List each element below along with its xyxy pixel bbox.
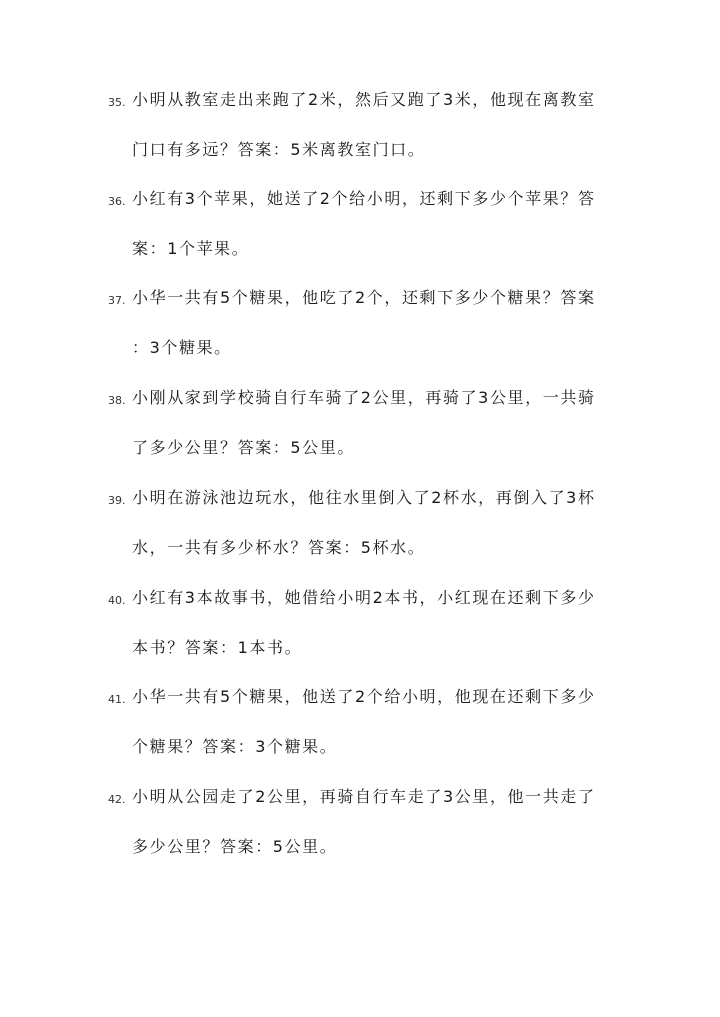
question-text-line-2: 水，一共有多少杯水？答案：5杯水。: [132, 538, 426, 557]
question-text-line-2: 本书？答案：1本书。: [132, 638, 303, 657]
question-text-line-2: 门口有多远？答案：5米离教室门口。: [132, 140, 426, 159]
question-number: 36.: [108, 195, 126, 208]
question-number: 39.: [108, 494, 126, 507]
question-number: 42.: [108, 793, 126, 806]
question-number: 38.: [108, 394, 126, 407]
question-number: 41.: [108, 693, 126, 706]
question-text-line-2: 个糖果？答案：3个糖果。: [132, 737, 338, 756]
question-text-line-1: 小明从教室走出来跑了2米，然后又跑了3米，他现在离教室: [132, 90, 596, 109]
question-text-line-2: 多少公里？答案：5公里。: [132, 837, 338, 856]
question-text-line-2: 了多少公里？答案：5公里。: [132, 438, 355, 457]
question-text-line-1: 小红有3本故事书，她借给小明2本书，小红现在还剩下多少: [132, 588, 596, 607]
question-text-line-1: 小刚从家到学校骑自行车骑了2公里，再骑了3公里，一共骑: [132, 388, 596, 407]
question-number: 40.: [108, 594, 126, 607]
question-number: 35.: [108, 96, 126, 109]
question-text-line-2: ：3个糖果。: [132, 338, 232, 357]
question-text-line-1: 小华一共有5个糖果，他吃了2个，还剩下多少个糖果？答案: [132, 288, 596, 307]
question-text-line-1: 小红有3个苹果，她送了2个给小明，还剩下多少个苹果？答: [132, 189, 596, 208]
question-text-line-1: 小明在游泳池边玩水，他往水里倒入了2杯水，再倒入了3杯: [132, 488, 596, 507]
question-text-line-1: 小明从公园走了2公里，再骑自行车走了3公里，他一共走了: [132, 787, 596, 806]
question-number: 37.: [108, 294, 126, 307]
question-text-line-1: 小华一共有5个糖果，他送了2个给小明，他现在还剩下多少: [132, 687, 596, 706]
question-text-line-2: 案：1个苹果。: [132, 239, 250, 258]
